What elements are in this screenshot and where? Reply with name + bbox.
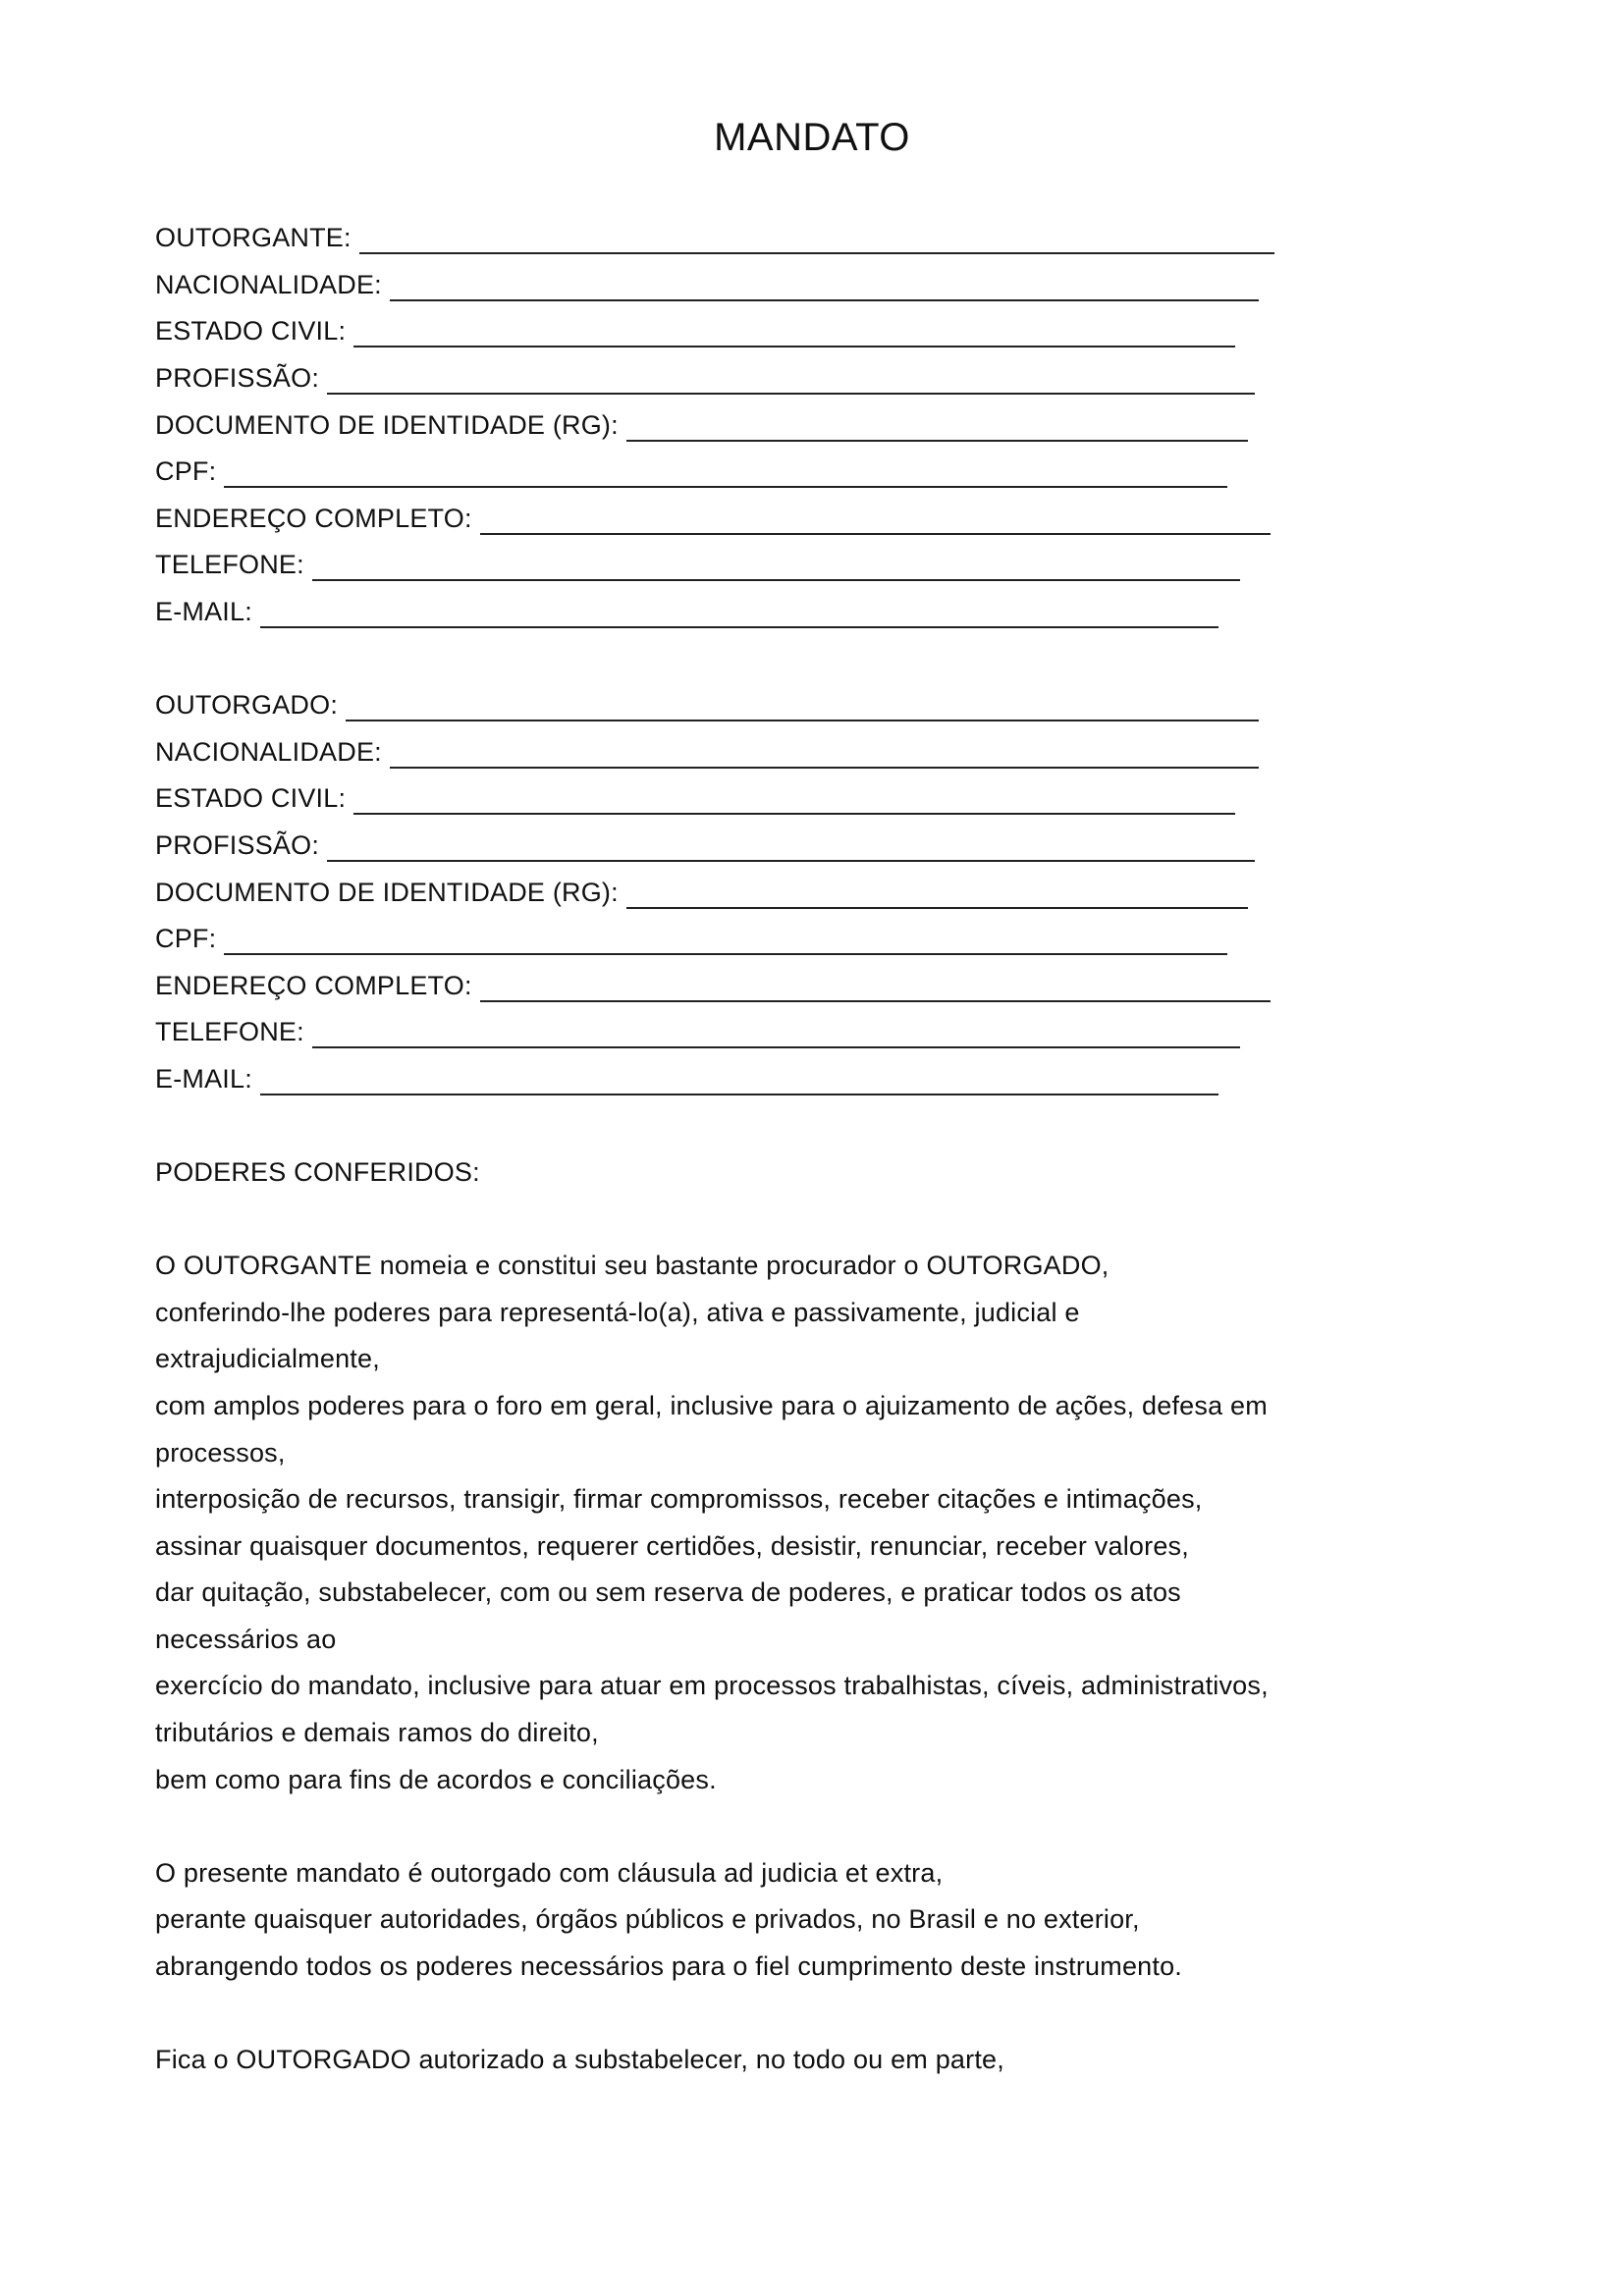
paragraph-line: conferindo-lhe poderes para representá-lo(a), ativa e passivamente, judicial e	[155, 1298, 1080, 1327]
field-label: OUTORGANTE:	[155, 223, 352, 252]
field-blank-line[interactable]	[480, 975, 1271, 1002]
outorgante-name-field[interactable]	[155, 221, 1274, 254]
field-blank-line[interactable]	[626, 881, 1248, 909]
outorgado-marital-status-field[interactable]	[155, 781, 1235, 815]
outorgante-phone-field[interactable]	[155, 548, 1240, 581]
paragraph-line: tributários e demais ramos do direito,	[155, 1718, 599, 1747]
field-blank-line[interactable]	[346, 694, 1259, 721]
field-blank-line[interactable]	[480, 507, 1271, 535]
field-label: ESTADO CIVIL:	[155, 783, 347, 813]
field-blank-line[interactable]	[224, 928, 1227, 955]
outorgado-cpf-field[interactable]	[155, 922, 1227, 955]
field-blank-line[interactable]	[390, 274, 1259, 301]
paragraph-line: bem como para fins de acordos e conciliações.	[155, 1765, 717, 1794]
field-label: PROFISSÃO:	[155, 363, 320, 393]
outorgado-name-field[interactable]	[155, 688, 1259, 721]
outorgado-address-field[interactable]	[155, 969, 1271, 1002]
field-label: NACIONALIDADE:	[155, 270, 382, 299]
paragraph-line: interposição de recursos, transigir, firmar compromissos, receber citações e intimações,	[155, 1484, 1203, 1514]
field-blank-line[interactable]	[260, 601, 1218, 628]
paragraph-line: com amplos poderes para o foro em geral, inclusive para o ajuizamento de ações, defesa em	[155, 1391, 1268, 1420]
paragraph-line: O OUTORGANTE nomeia e constitui seu bastante procurador o OUTORGADO,	[155, 1251, 1110, 1280]
outorgado-email-field[interactable]	[155, 1062, 1218, 1095]
outorgante-marital-status-field[interactable]	[155, 314, 1235, 347]
field-blank-line[interactable]	[312, 554, 1240, 581]
outorgado-phone-field[interactable]	[155, 1015, 1240, 1048]
outorgante-address-field[interactable]	[155, 502, 1271, 535]
field-blank-line[interactable]	[353, 320, 1235, 347]
field-label: CPF:	[155, 924, 217, 953]
field-label: NACIONALIDADE:	[155, 737, 382, 767]
outorgante-rg-field[interactable]	[155, 408, 1248, 442]
field-blank-line[interactable]	[260, 1068, 1218, 1095]
field-blank-line[interactable]	[327, 834, 1255, 862]
field-blank-line[interactable]	[626, 414, 1248, 442]
powers-heading: PODERES CONFERIDOS:	[155, 1157, 480, 1187]
outorgante-nationality-field[interactable]	[155, 268, 1259, 301]
field-blank-line[interactable]	[390, 741, 1259, 769]
field-label: E-MAIL:	[155, 597, 252, 626]
paragraph-line: O presente mandato é outorgado com cláusula ad judicia et extra,	[155, 1858, 944, 1888]
outorgado-nationality-field[interactable]	[155, 735, 1259, 769]
paragraph-line: necessários ao	[155, 1625, 337, 1654]
paragraph-line: processos,	[155, 1438, 286, 1468]
paragraph-line: extrajudicialmente,	[155, 1344, 380, 1373]
document-title: MANDATO	[714, 116, 910, 159]
field-label: TELEFONE:	[155, 1017, 304, 1046]
paragraph-line: exercício do mandato, inclusive para atuar em processos trabalhistas, cíveis, administrativos,	[155, 1671, 1269, 1700]
field-label: PROFISSÃO:	[155, 830, 320, 860]
field-label: ENDEREÇO COMPLETO:	[155, 971, 472, 1000]
field-label: TELEFONE:	[155, 550, 304, 579]
paragraph-line: assinar quaisquer documentos, requerer certidões, desistir, renunciar, receber valores,	[155, 1531, 1189, 1561]
field-label: DOCUMENTO DE IDENTIDADE (RG):	[155, 410, 619, 440]
field-label: ENDEREÇO COMPLETO:	[155, 504, 472, 533]
outorgado-profession-field[interactable]	[155, 828, 1255, 862]
paragraph-line: dar quitação, substabelecer, com ou sem reserva de poderes, e praticar todos os atos	[155, 1577, 1181, 1607]
paragraph-line: perante quaisquer autoridades, órgãos públicos e privados, no Brasil e no exterior,	[155, 1904, 1140, 1934]
outorgante-email-field[interactable]	[155, 595, 1218, 628]
field-label: ESTADO CIVIL:	[155, 316, 347, 346]
outorgante-cpf-field[interactable]	[155, 454, 1227, 488]
field-blank-line[interactable]	[224, 460, 1227, 488]
paragraph-line: Fica o OUTORGADO autorizado a substabelecer, no todo ou em parte,	[155, 2045, 1004, 2074]
field-blank-line[interactable]	[353, 787, 1235, 815]
field-label: CPF:	[155, 456, 217, 486]
paragraph-line: abrangendo todos os poderes necessários para o fiel cumprimento deste instrumento.	[155, 1951, 1182, 1981]
field-label: DOCUMENTO DE IDENTIDADE (RG):	[155, 878, 619, 907]
outorgado-rg-field[interactable]	[155, 876, 1248, 909]
field-blank-line[interactable]	[312, 1021, 1240, 1048]
field-label: OUTORGADO:	[155, 690, 339, 720]
field-blank-line[interactable]	[359, 227, 1274, 254]
outorgante-profession-field[interactable]	[155, 361, 1255, 395]
field-blank-line[interactable]	[327, 367, 1255, 395]
field-label: E-MAIL:	[155, 1064, 252, 1094]
